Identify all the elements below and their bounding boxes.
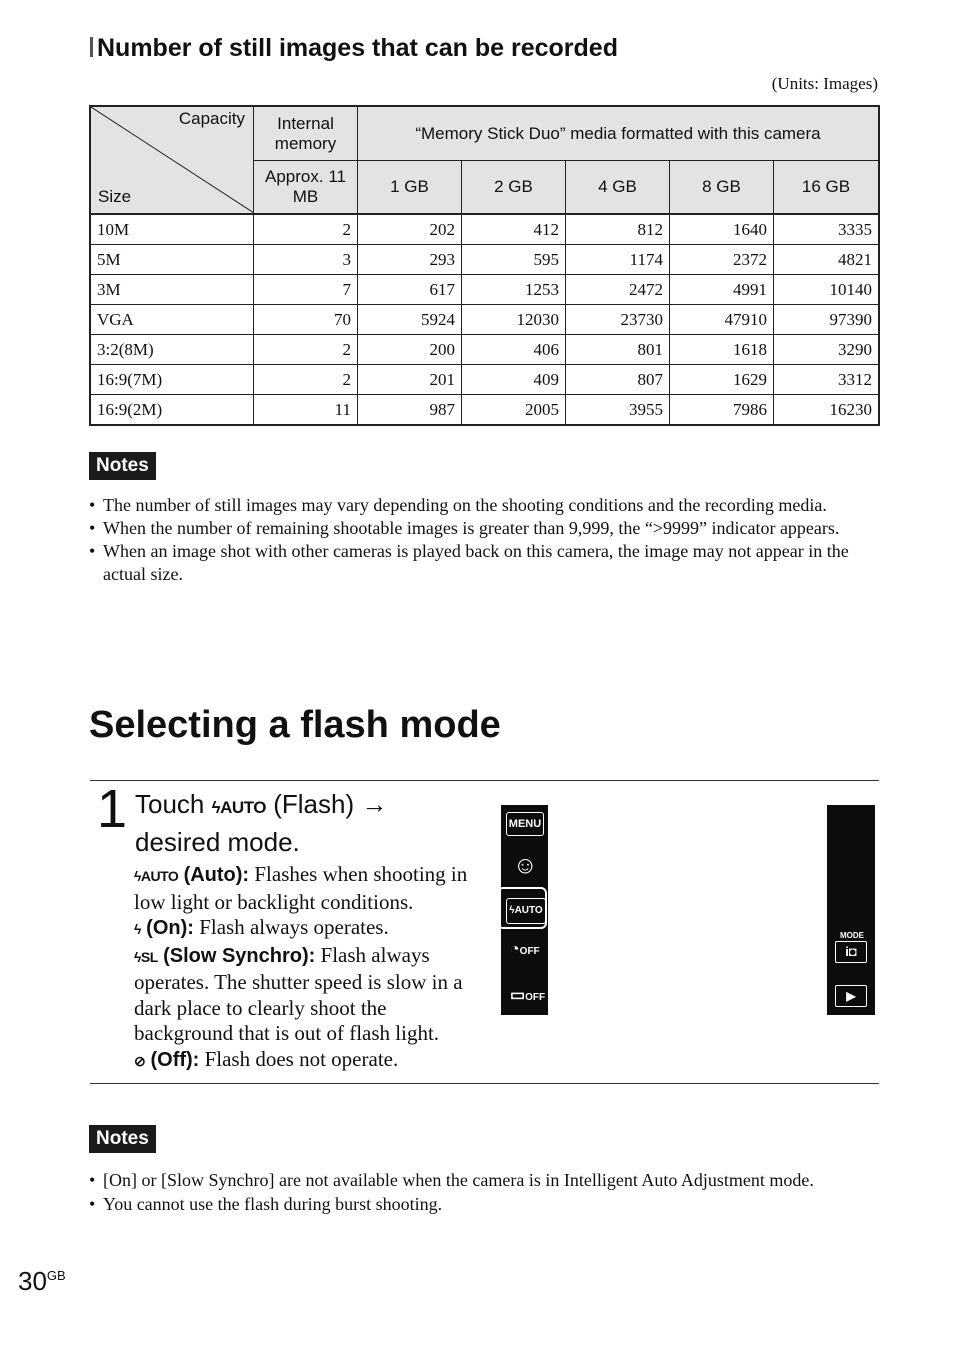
size-label: Size [98, 187, 132, 206]
count-cell: 2372 [670, 245, 774, 275]
count-cell: 1640 [670, 214, 774, 245]
count-cell: 801 [566, 335, 670, 365]
corner-cell [90, 106, 254, 214]
section-heading [90, 34, 618, 63]
note-item: • You cannot use the flash during burst shooting. [89, 1192, 889, 1216]
count-cell: 807 [566, 365, 670, 395]
capacity-header: 2 GB [462, 161, 566, 215]
burst-icon[interactable]: ▭OFF [510, 987, 546, 1004]
count-cell: 7986 [670, 395, 774, 426]
flash-auto-icon[interactable]: ϟAUTO [506, 898, 546, 924]
units-label: (Units: Images) [771, 74, 878, 93]
count-cell: 70 [254, 305, 358, 335]
count-cell: 617 [358, 275, 462, 305]
count-cell: 1618 [670, 335, 774, 365]
section-title: Number of still images that can be recorded [97, 34, 618, 62]
size-cell: VGA [90, 305, 254, 335]
count-cell: 2472 [566, 275, 670, 305]
camera-screen-illustration [501, 805, 875, 1015]
note-item: • The number of still images may vary depending on the shooting conditions and the recording media. [89, 494, 879, 517]
screen-viewfinder [548, 805, 827, 1015]
count-cell: 406 [462, 335, 566, 365]
flash-on-icon: ϟ [134, 921, 141, 937]
step-number: 1 [97, 779, 128, 839]
table-row [90, 365, 879, 395]
count-cell: 3290 [774, 335, 880, 365]
step-instruction: Touch ϟAUTO (Flash) → desired mode. [135, 789, 388, 857]
count-cell: 987 [358, 395, 462, 426]
count-cell: 97390 [774, 305, 880, 335]
flash-slow-synchro-icon: ϟSL [134, 948, 158, 965]
count-cell: 11 [254, 395, 358, 426]
flash-auto-icon: ϟAUTO [211, 798, 266, 817]
internal-memory-header: Internal memory [254, 106, 358, 161]
count-cell: 2 [254, 335, 358, 365]
memory-stick-header: “Memory Stick Duo” media formatted with this camera [358, 106, 880, 161]
notes-list [89, 1168, 889, 1216]
self-timer-icon[interactable]: ◔OFF [510, 941, 540, 958]
flash-auto-icon: ϟAUTO [134, 868, 179, 884]
page-number: $30^{GB}$ [18, 1266, 66, 1296]
size-cell: 3:2(8M) [90, 335, 254, 365]
count-cell: 23730 [566, 305, 670, 335]
heading-marker [90, 37, 93, 57]
count-cell: 1174 [566, 245, 670, 275]
notes-badge: Notes [89, 1125, 156, 1153]
count-cell: 812 [566, 214, 670, 245]
image-count-table [89, 105, 880, 426]
count-cell: 595 [462, 245, 566, 275]
notes-badge: Notes [89, 452, 156, 480]
count-cell: 3312 [774, 365, 880, 395]
count-cell: 47910 [670, 305, 774, 335]
table-row [90, 275, 879, 305]
table-row [90, 214, 879, 245]
size-cell: 16:9(7M) [90, 365, 254, 395]
count-cell: 7 [254, 275, 358, 305]
table-row [90, 335, 879, 365]
count-cell: 10140 [774, 275, 880, 305]
count-cell: 12030 [462, 305, 566, 335]
count-cell: 2 [254, 214, 358, 245]
count-cell: 16230 [774, 395, 880, 426]
count-cell: 2005 [462, 395, 566, 426]
menu-icon[interactable]: MENU [506, 812, 544, 836]
table-row [90, 305, 879, 335]
count-cell: 200 [358, 335, 462, 365]
count-cell: 412 [462, 214, 566, 245]
camera-mode-icon[interactable]: i◘ [835, 941, 867, 963]
notes-list [89, 494, 879, 586]
capacity-header: 4 GB [566, 161, 670, 215]
count-cell: 202 [358, 214, 462, 245]
size-cell: 3M [90, 275, 254, 305]
table-row [90, 245, 879, 275]
size-cell: 5M [90, 245, 254, 275]
capacity-header: 8 GB [670, 161, 774, 215]
count-cell: 1253 [462, 275, 566, 305]
count-cell: 4821 [774, 245, 880, 275]
count-cell: 2 [254, 365, 358, 395]
count-cell: 3955 [566, 395, 670, 426]
flash-mode-descriptions [134, 862, 479, 1074]
mode-on: ϟ (On): Flash always operates. [134, 915, 389, 939]
mode-label: MODE [840, 931, 864, 940]
capacity-header: 1 GB [358, 161, 462, 215]
note-item: • [On] or [Slow Synchro] are not available when the camera is in Intelligent Auto Adjustment mode. [89, 1168, 889, 1192]
flash-off-icon: ⊘ [134, 1052, 146, 1069]
approx-header: Approx. 11 MB [254, 161, 358, 215]
smile-shutter-icon[interactable]: ☺ [513, 852, 538, 879]
count-cell: 409 [462, 365, 566, 395]
note-item: • When an image shot with other cameras is played back on this camera, the image may not appear in the actual size. [89, 540, 879, 586]
count-cell: 293 [358, 245, 462, 275]
note-item: • When the number of remaining shootable images is greater than 9,999, the “>9999” indicator appears. [89, 517, 879, 540]
size-cell: 10M [90, 214, 254, 245]
count-cell: 3335 [774, 214, 880, 245]
table-row [90, 395, 879, 426]
mode-slow-synchro: ϟSL (Slow Synchro): Flash always operates. The shutter speed is slow in a dark place to clearly shoot the background that is out of flash light. [134, 942, 463, 1045]
size-cell: 16:9(2M) [90, 395, 254, 426]
count-cell: 4991 [670, 275, 774, 305]
capacity-header: 16 GB [774, 161, 880, 215]
count-cell: 201 [358, 365, 462, 395]
page-title: Selecting a flash mode [89, 704, 501, 746]
count-cell: 1629 [670, 365, 774, 395]
capacity-label: Capacity [178, 109, 245, 128]
divider [90, 1083, 879, 1084]
count-cell: 5924 [358, 305, 462, 335]
count-cell: 3 [254, 245, 358, 275]
mode-off: ⊘ (Off): Flash does not operate. [134, 1046, 399, 1071]
mode-auto: ϟAUTO (Auto): Flashes when shooting in low light or backlight conditions. [134, 862, 468, 914]
playback-icon[interactable]: ▶ [835, 985, 867, 1007]
divider [90, 780, 879, 781]
